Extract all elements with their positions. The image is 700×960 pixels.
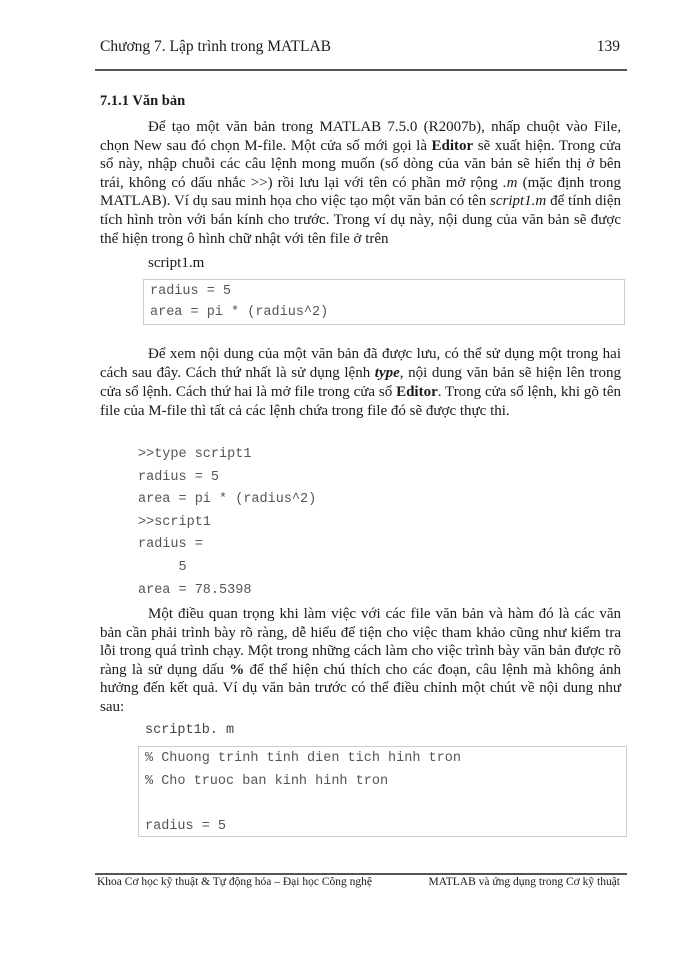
code-line: area = pi * (radius^2) <box>150 305 329 320</box>
code-line: radius = 5 <box>138 469 220 485</box>
script1-filename: script1.m <box>148 255 205 271</box>
code-line: >>script1 <box>138 514 211 530</box>
code-line: radius = <box>138 537 203 553</box>
footer-left: Khoa Cơ học kỹ thuật & Tự động hóa – Đại học Công nghệ <box>97 876 372 888</box>
script1b-filename: script1b. m <box>145 723 235 738</box>
code-line: radius = 5 <box>150 284 232 299</box>
script1-code-box <box>143 279 625 325</box>
code-line: 5 <box>138 559 187 575</box>
code-line: % Chuong trinh tinh dien tich hinh tron <box>145 751 461 766</box>
paragraph-1: Để tạo một văn bản trong MATLAB 7.5.0 (R2007b), nhấp chuột vào File, chọn New sau đó chọn M-file. Một cửa số mới gọi là Editor sẽ xuất hiện. Trong cửa sổ này, nhập chuỗi các câu lệnh mong muốn (số dòng của văn bản sẽ hiển thị ở bên trái, không có dấu nhắc >>) rồi lưu lại với tên có phần mở rộng .m (mặc định trong MATLAB). Ví dụ sau minh họa cho việc tạo một văn bản có tên script1.m để tính diện tích hình tròn với bán kính cho trước. Trong ví dụ này, nội dung của văn bản sẽ được thể hiện trong ô hình chữ nhật với tên file ở trên <box>100 119 621 247</box>
paragraph-3: Một điều quan trọng khi làm việc với các file văn bản và hàm đó là các văn bản cần phải trình bày rõ ràng, dễ hiểu để tiện cho việc tham khảo cũng như kiểm tra lỗi trong quá trình chạy. Một trong những cách làm cho việc trình bày văn bản được rõ ràng là sử dụng dấu % để thể hiện chú thích cho các đoạn, câu lệnh mà không ảnh hưởng đến kết quả. Ví dụ văn bản trước có thể điều chỉnh một chút về nội dung như sau: <box>100 606 621 715</box>
script1b-code-box <box>138 746 627 837</box>
footer-rule <box>95 873 627 875</box>
code-line <box>145 793 626 816</box>
header-rule <box>95 69 627 71</box>
paragraph-2: Để xem nội dung của một văn bản đã được lưu, có thể sử dụng một trong hai cách sau đây. Cách thứ nhất là sử dụng lệnh type, nội dung văn bản sẽ hiện lên trong cửa sổ lệnh. Cách thứ hai là mở file trong cửa sổ Editor. Trong cửa sổ lệnh, khi gõ tên file của M-file thì tất cả các lệnh chứa trong file đó sẽ được thực thi. <box>100 346 621 419</box>
code-line: % Cho truoc ban kinh hinh tron <box>145 773 389 789</box>
code-line: >>type script1 <box>138 447 252 462</box>
page-number: 139 <box>596 38 620 55</box>
footer-right: MATLAB và ứng dụng trong Cơ kỹ thuật <box>428 876 620 888</box>
section-title: 7.1.1 Văn bản <box>100 93 186 109</box>
running-header-chapter: Chương 7. Lập trình trong MATLAB <box>100 38 332 55</box>
code-line: area = 78.5398 <box>138 582 252 598</box>
code-line: radius = 5 <box>145 818 227 834</box>
command-session <box>138 444 316 602</box>
code-line: area = pi * (radius^2) <box>138 492 317 508</box>
